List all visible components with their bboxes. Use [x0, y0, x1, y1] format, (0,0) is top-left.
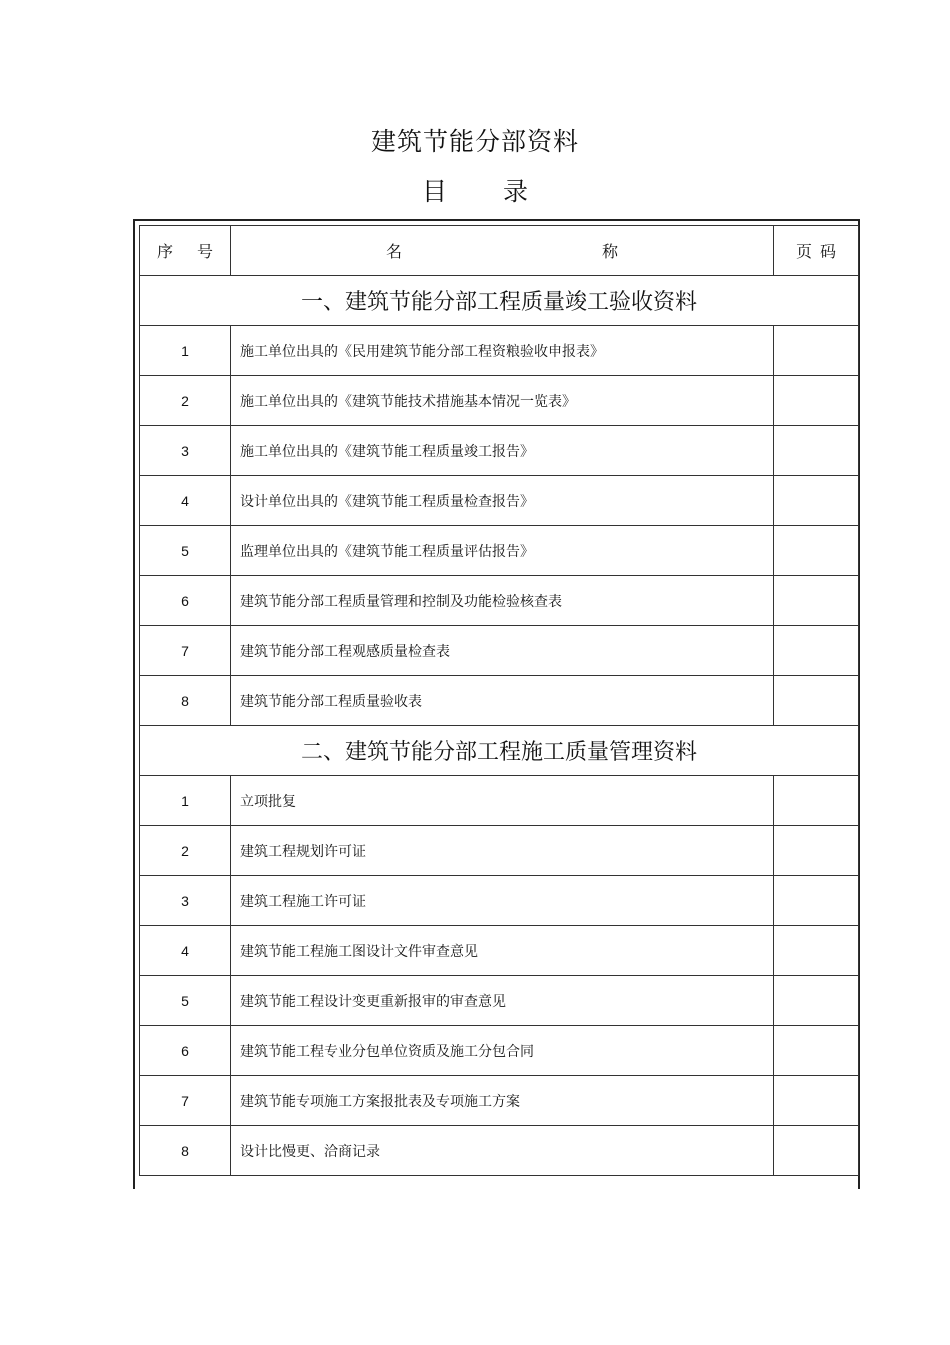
header-seq: 序 号 [140, 226, 231, 276]
row-name: 建筑节能分部工程观感质量检查表 [231, 626, 774, 676]
row-number: 6 [140, 1026, 231, 1076]
header-page: 页 码 [774, 226, 859, 276]
row-number: 1 [140, 326, 231, 376]
row-page [774, 426, 859, 476]
row-page [774, 926, 859, 976]
row-name: 建筑工程施工许可证 [231, 876, 774, 926]
row-name: 建筑节能工程施工图设计文件审查意见 [231, 926, 774, 976]
row-name: 立项批复 [231, 776, 774, 826]
row-page [774, 576, 859, 626]
row-page [774, 626, 859, 676]
table-row [140, 576, 859, 626]
row-number: 8 [140, 676, 231, 726]
row-number: 5 [140, 976, 231, 1026]
row-page [774, 776, 859, 826]
table-row [140, 376, 859, 426]
row-number: 2 [140, 826, 231, 876]
row-name: 建筑节能工程设计变更重新报审的审查意见 [231, 976, 774, 1026]
row-page [774, 1026, 859, 1076]
row-name: 建筑节能分部工程质量验收表 [231, 676, 774, 726]
document-title: 建筑节能分部资料 [370, 127, 579, 156]
row-number: 4 [140, 926, 231, 976]
table-row [140, 1026, 859, 1076]
table-row [140, 1076, 859, 1126]
row-page [774, 326, 859, 376]
row-number: 5 [140, 526, 231, 576]
row-page [774, 376, 859, 426]
table-header-row [140, 226, 859, 276]
row-name: 施工单位出具的《建筑节能工程质量竣工报告》 [231, 426, 774, 476]
row-page [774, 1126, 859, 1176]
table-row [140, 476, 859, 526]
table-row [140, 626, 859, 676]
contents-table [139, 225, 859, 1176]
row-number: 4 [140, 476, 231, 526]
table-row [140, 876, 859, 926]
section-heading: 一、建筑节能分部工程质量竣工验收资料 [140, 276, 859, 326]
table-row [140, 526, 859, 576]
row-name: 设计单位出具的《建筑节能工程质量检查报告》 [231, 476, 774, 526]
row-name: 设计比慢更、洽商记录 [231, 1126, 774, 1176]
row-name: 建筑工程规划许可证 [231, 826, 774, 876]
row-name: 施工单位出具的《民用建筑节能分部工程资粮验收申报表》 [231, 326, 774, 376]
table-row [140, 326, 859, 376]
row-name: 施工单位出具的《建筑节能技术措施基本情况一览表》 [231, 376, 774, 426]
row-name: 建筑节能工程专业分包单位资质及施工分包合同 [231, 1026, 774, 1076]
table-row [140, 776, 859, 826]
row-name: 建筑节能专项施工方案报批表及专项施工方案 [231, 1076, 774, 1126]
row-number: 2 [140, 376, 231, 426]
row-name: 建筑节能分部工程质量管理和控制及功能检验核查表 [231, 576, 774, 626]
document-subtitle [0, 172, 950, 208]
row-number: 3 [140, 426, 231, 476]
table-row [140, 976, 859, 1026]
table-row [140, 1126, 859, 1176]
header-name: 名 称 [231, 226, 774, 276]
row-page [774, 526, 859, 576]
row-name: 监理单位出具的《建筑节能工程质量评估报告》 [231, 526, 774, 576]
subtitle-char: 录 [503, 177, 529, 206]
row-page [774, 876, 859, 926]
row-page [774, 676, 859, 726]
row-page [774, 1076, 859, 1126]
row-page [774, 476, 859, 526]
table-row [140, 926, 859, 976]
table-row [140, 426, 859, 476]
subtitle-char: 目 [421, 177, 447, 206]
row-number: 7 [140, 1076, 231, 1126]
row-number: 7 [140, 626, 231, 676]
row-number: 1 [140, 776, 231, 826]
row-number: 3 [140, 876, 231, 926]
section-heading: 二、建筑节能分部工程施工质量管理资料 [140, 726, 859, 776]
row-page [774, 976, 859, 1026]
section-heading-row [140, 726, 859, 776]
table-row [140, 676, 859, 726]
table-row [140, 826, 859, 876]
section-heading-row [140, 276, 859, 326]
row-page [774, 826, 859, 876]
row-number: 6 [140, 576, 231, 626]
row-number: 8 [140, 1126, 231, 1176]
